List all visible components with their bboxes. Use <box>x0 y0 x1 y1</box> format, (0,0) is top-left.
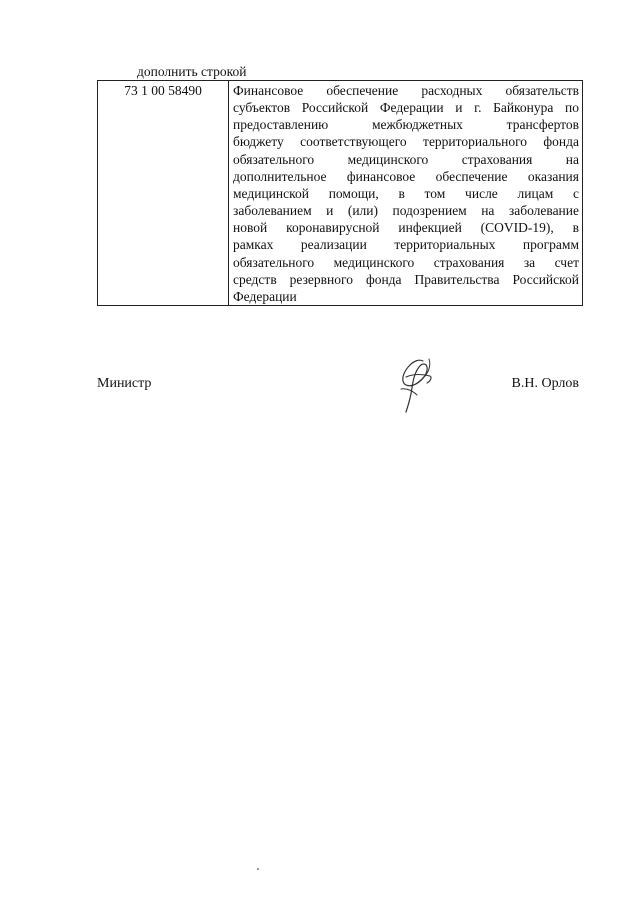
description-line: заболеванием и (или) подозрением на заболевание <box>233 203 579 219</box>
description-line: рамках реализации территориальных программ <box>233 237 579 253</box>
handwritten-signature <box>393 355 441 417</box>
table-row <box>98 81 583 306</box>
description-line: обязательного медицинского страхования на <box>233 151 579 167</box>
description-line: бюджету соответствующего территориального фонда <box>233 134 579 150</box>
signatory-role: Министр <box>97 376 152 391</box>
budget-code-cell: 73 1 00 58490 <box>98 81 229 306</box>
description-cell <box>229 81 583 306</box>
description-line: медицинской помощи, в том числе лицам с <box>233 185 579 201</box>
description-line: предоставлению межбюджетных трансфертов <box>233 117 579 133</box>
description-line: дополнительное финансовое обеспечение оказания <box>233 168 579 184</box>
signatory-name: В.Н. Орлов <box>511 376 579 391</box>
description-line: субъектов Российской Федерации и г. Байконура по <box>233 100 579 116</box>
description-line: средств резервного фонда Правительства Российской <box>233 271 579 287</box>
description-line: Финансовое обеспечение расходных обязательств <box>233 83 579 98</box>
scan-speck <box>257 868 259 870</box>
description-line: Федерации <box>233 288 297 304</box>
description-line: обязательного медицинского страхования за счет <box>233 254 579 270</box>
intro-text: дополнить строкой <box>137 64 247 79</box>
description-line: новой коронавирусной инфекцией (COVID-19), в <box>233 220 579 236</box>
budget-code-table <box>97 80 583 306</box>
